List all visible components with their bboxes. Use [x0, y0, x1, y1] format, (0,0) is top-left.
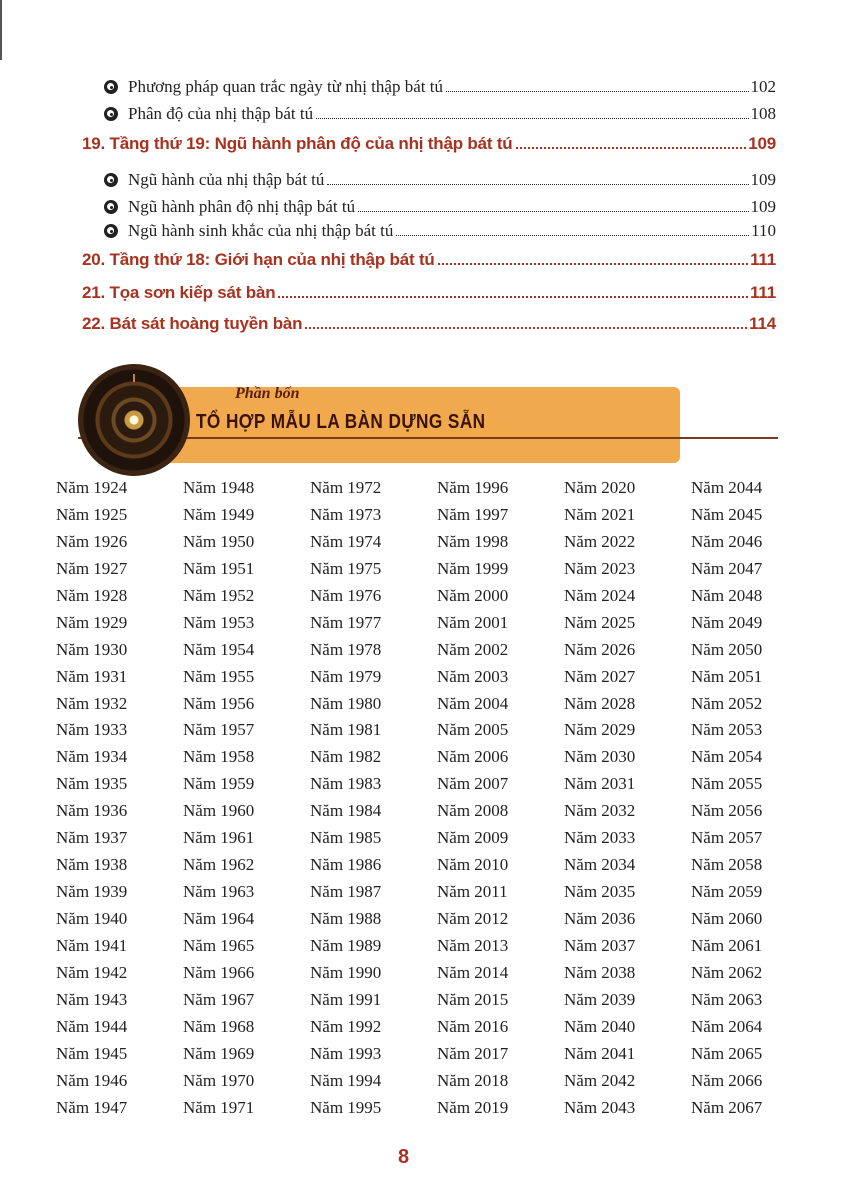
- year-entry[interactable]: Năm 1928: [56, 585, 128, 605]
- toc-entry-page: 111: [750, 283, 776, 302]
- year-entry[interactable]: Năm 2011: [437, 882, 508, 902]
- year-entry[interactable]: Năm 1974: [310, 531, 382, 551]
- year-entry[interactable]: Năm 1976: [310, 585, 382, 605]
- year-entry[interactable]: Năm 1934: [56, 747, 128, 767]
- year-entry[interactable]: Năm 1978: [310, 639, 382, 659]
- year-entry[interactable]: Năm 1970: [183, 1070, 255, 1090]
- toc-leader-dots: [278, 296, 748, 298]
- year-entry[interactable]: Năm 2020: [564, 478, 636, 497]
- part-label: Phần bốn: [235, 385, 300, 402]
- toc-leader-dots: [358, 211, 748, 212]
- year-entry[interactable]: Năm 1941: [56, 935, 128, 955]
- year-entry[interactable]: Năm 1993: [310, 1043, 382, 1063]
- year-entry[interactable]: Năm 2017: [437, 1043, 509, 1063]
- year-entry[interactable]: Năm 2023: [564, 558, 636, 578]
- year-entry[interactable]: Năm 2041: [564, 1043, 636, 1063]
- year-entry[interactable]: Năm 1997: [437, 504, 509, 524]
- year-entry[interactable]: Năm 1956: [183, 693, 255, 713]
- year-column: [437, 477, 564, 1124]
- toc-entry-title: Ngũ hành của nhị thập bát tú: [128, 170, 325, 189]
- year-entry[interactable]: Năm 2009: [437, 828, 509, 848]
- year-entry[interactable]: Năm 1971: [183, 1097, 255, 1117]
- year-entry[interactable]: Năm 1952: [183, 585, 255, 605]
- year-entry[interactable]: Năm 2054: [691, 747, 763, 767]
- year-entry[interactable]: Năm 1957: [183, 720, 255, 740]
- toc-chapter-entry[interactable]: [82, 250, 776, 270]
- year-entry[interactable]: Năm 1946: [56, 1070, 128, 1090]
- year-entry[interactable]: Năm 1995: [310, 1097, 382, 1117]
- year-entry[interactable]: Năm 1977: [310, 612, 382, 632]
- year-entry[interactable]: Năm 1994: [310, 1070, 382, 1090]
- toc-entry[interactable]: [104, 104, 776, 124]
- year-entry[interactable]: Năm 1969: [183, 1043, 255, 1063]
- year-entry[interactable]: Năm 1999: [437, 558, 509, 578]
- toc-entry-page: 109: [750, 197, 776, 216]
- year-entry[interactable]: Năm 2058: [691, 855, 763, 875]
- year-entry[interactable]: Năm 2008: [437, 801, 509, 821]
- year-entry[interactable]: Năm 2046: [691, 531, 763, 551]
- toc-entry-title: Phương pháp quan trắc ngày từ nhị thập bát tú: [128, 77, 443, 96]
- yin-yang-bullet-icon: [104, 224, 118, 238]
- yin-yang-bullet-icon: [104, 80, 118, 94]
- year-entry[interactable]: Năm 1990: [310, 962, 382, 982]
- year-entry[interactable]: Năm 2000: [437, 585, 509, 605]
- toc-entry-title: 21. Tọa sơn kiếp sát bàn: [82, 283, 276, 302]
- year-entry[interactable]: Năm 2050: [691, 639, 763, 659]
- year-entry[interactable]: Năm 2014: [437, 962, 509, 982]
- toc-entry-page: 110: [751, 221, 776, 240]
- year-entry[interactable]: Năm 1979: [310, 666, 382, 686]
- toc-entry-page: 109: [750, 170, 776, 189]
- toc-entry-title: Ngũ hành sinh khắc của nhị thập bát tú: [128, 221, 394, 240]
- year-entry[interactable]: Năm 2055: [691, 774, 763, 794]
- year-entry[interactable]: Năm 1935: [56, 774, 128, 794]
- year-entry[interactable]: Năm 2057: [691, 828, 763, 848]
- year-column: [310, 477, 437, 1124]
- year-entry[interactable]: Năm 1925: [56, 504, 128, 524]
- year-entry[interactable]: Năm 1949: [183, 504, 255, 524]
- toc-entry[interactable]: [104, 197, 776, 217]
- year-entry[interactable]: Năm 2051: [691, 666, 763, 686]
- year-entry[interactable]: Năm 1959: [183, 774, 255, 794]
- year-entry[interactable]: Năm 1980: [310, 693, 382, 713]
- toc-entry-title: 20. Tầng thứ 18: Giới hạn của nhị thập bát tú: [82, 250, 435, 269]
- year-entry[interactable]: Năm 2052: [691, 693, 763, 713]
- year-entry[interactable]: Năm 1947: [56, 1097, 128, 1117]
- year-entry[interactable]: Năm 1924: [56, 478, 128, 497]
- year-entry[interactable]: Năm 1926: [56, 531, 128, 551]
- year-entry[interactable]: Năm 1962: [183, 855, 255, 875]
- page-margin-line: [0, 0, 2, 60]
- part-title: TỔ HỢP MẪU LA BÀN DỰNG SẴN: [196, 411, 486, 433]
- year-entry[interactable]: Năm 1998: [437, 531, 509, 551]
- year-entry[interactable]: Năm 1937: [56, 828, 128, 848]
- year-entry[interactable]: Năm 1955: [183, 666, 255, 686]
- year-entry[interactable]: Năm 1929: [56, 612, 128, 632]
- part-banner: [78, 356, 778, 476]
- year-entry[interactable]: Năm 2013: [437, 935, 509, 955]
- year-entry[interactable]: Năm 1958: [183, 747, 255, 767]
- toc-leader-dots: [438, 263, 749, 265]
- year-entry[interactable]: Năm 1944: [56, 1016, 128, 1036]
- year-entry[interactable]: Năm 1983: [310, 774, 382, 794]
- year-entry[interactable]: Năm 1950: [183, 531, 255, 551]
- year-entry[interactable]: Năm 2016: [437, 1016, 509, 1036]
- year-entry[interactable]: Năm 2025: [564, 612, 636, 632]
- toc-entry[interactable]: [104, 170, 776, 190]
- year-entry[interactable]: Năm 2042: [564, 1070, 636, 1090]
- year-column: [183, 477, 310, 1124]
- year-entry[interactable]: Năm 1982: [310, 747, 382, 767]
- year-entry[interactable]: Năm 1938: [56, 855, 128, 875]
- year-entry[interactable]: Năm 2027: [564, 666, 636, 686]
- year-entry[interactable]: Năm 1953: [183, 612, 255, 632]
- year-entry[interactable]: Năm 1973: [310, 504, 382, 524]
- toc-entry-title: Ngũ hành phân độ nhị thập bát tú: [128, 197, 356, 216]
- year-entry[interactable]: Năm 2021: [564, 504, 636, 524]
- year-entry[interactable]: Năm 2001: [437, 612, 509, 632]
- year-entry[interactable]: Năm 2010: [437, 855, 509, 875]
- toc-leader-dots: [316, 118, 748, 119]
- year-entry[interactable]: Năm 1927: [56, 558, 128, 578]
- year-entry[interactable]: Năm 2043: [564, 1097, 636, 1117]
- compass-tick: [133, 374, 135, 382]
- yin-yang-bullet-icon: [104, 200, 118, 214]
- year-entry[interactable]: Năm 2024: [564, 585, 636, 605]
- year-entry[interactable]: Năm 2065: [691, 1043, 763, 1063]
- year-entry[interactable]: Năm 2003: [437, 666, 509, 686]
- yin-yang-bullet-icon: [104, 173, 118, 187]
- year-entry[interactable]: Năm 1961: [183, 828, 255, 848]
- year-entry[interactable]: Năm 1996: [437, 478, 509, 497]
- year-entry[interactable]: Năm 2048: [691, 585, 763, 605]
- toc-entry[interactable]: [104, 221, 776, 241]
- year-entry[interactable]: Năm 1988: [310, 909, 382, 928]
- year-entry[interactable]: Năm 2067: [691, 1097, 763, 1117]
- year-entry[interactable]: Năm 2005: [437, 720, 509, 740]
- year-entry[interactable]: Năm 2036: [564, 909, 636, 928]
- toc-entry-title: 22. Bát sát hoàng tuyền bàn: [82, 314, 303, 333]
- toc-chapter-entry[interactable]: [82, 314, 776, 334]
- yin-yang-bullet-icon: [104, 107, 118, 121]
- year-column: [691, 477, 818, 1124]
- year-entry[interactable]: Năm 2047: [691, 558, 763, 578]
- year-entry[interactable]: Năm 2007: [437, 774, 509, 794]
- toc-entry-title: 19. Tầng thứ 19: Ngũ hành phân độ của nhị thập bát tú: [82, 134, 513, 153]
- year-entry[interactable]: Năm 1975: [310, 558, 382, 578]
- year-entry[interactable]: Năm 1964: [183, 909, 255, 928]
- year-entry[interactable]: Năm 1984: [310, 801, 382, 821]
- toc-entry-page: 108: [750, 104, 776, 123]
- year-entry[interactable]: Năm 2031: [564, 774, 636, 794]
- year-entry[interactable]: Năm 2004: [437, 693, 509, 713]
- toc-entry-page: 102: [750, 77, 776, 96]
- year-entry[interactable]: Năm 2037: [564, 935, 636, 955]
- year-entry[interactable]: Năm 2019: [437, 1097, 509, 1117]
- year-entry[interactable]: Năm 1936: [56, 801, 128, 821]
- year-entry[interactable]: Năm 2034: [564, 855, 636, 875]
- year-entry[interactable]: Năm 1940: [56, 909, 128, 928]
- toc-leader-dots: [396, 235, 749, 236]
- year-entry[interactable]: Năm 1963: [183, 882, 255, 902]
- year-entry[interactable]: Năm 1942: [56, 962, 128, 982]
- year-entry[interactable]: Năm 1992: [310, 1016, 382, 1036]
- year-entry[interactable]: Năm 2056: [691, 801, 763, 821]
- year-entry[interactable]: Năm 2044: [691, 478, 763, 497]
- year-entry[interactable]: Năm 2022: [564, 531, 636, 551]
- page-number: 8: [398, 1146, 410, 1168]
- year-entry[interactable]: Năm 1991: [310, 989, 382, 1009]
- year-entry[interactable]: Năm 1987: [310, 882, 382, 902]
- year-entry[interactable]: Năm 2028: [564, 693, 636, 713]
- year-entry[interactable]: Năm 2012: [437, 909, 509, 928]
- year-entry[interactable]: Năm 2060: [691, 909, 763, 928]
- year-entry[interactable]: Năm 1972: [310, 478, 382, 497]
- year-entry[interactable]: Năm 2049: [691, 612, 763, 632]
- year-entry[interactable]: Năm 2063: [691, 989, 763, 1009]
- year-entry[interactable]: Năm 1954: [183, 639, 255, 659]
- toc-chapter-entry[interactable]: [82, 283, 776, 303]
- toc-entry-title: Phân độ của nhị thập bát tú: [128, 104, 314, 123]
- year-entry[interactable]: Năm 2064: [691, 1016, 763, 1036]
- year-entry[interactable]: Năm 2026: [564, 639, 636, 659]
- year-entry[interactable]: Năm 2032: [564, 801, 636, 821]
- year-entry[interactable]: Năm 1933: [56, 720, 128, 740]
- year-entry[interactable]: Năm 1967: [183, 989, 255, 1009]
- year-entry[interactable]: Năm 2015: [437, 989, 509, 1009]
- year-entry[interactable]: Năm 1932: [56, 693, 128, 713]
- compass-emblem-icon: [78, 364, 190, 476]
- year-entry[interactable]: Năm 1939: [56, 882, 128, 902]
- year-entry[interactable]: Năm 1965: [183, 935, 255, 955]
- year-entry[interactable]: Năm 2033: [564, 828, 636, 848]
- year-entry[interactable]: Năm 2040: [564, 1016, 636, 1036]
- year-entry[interactable]: Năm 1986: [310, 855, 382, 875]
- year-column: [564, 477, 691, 1124]
- year-entry[interactable]: Năm 2018: [437, 1070, 509, 1090]
- year-entry[interactable]: Năm 1930: [56, 639, 128, 659]
- year-entry[interactable]: Năm 2053: [691, 720, 763, 740]
- year-column: [56, 477, 183, 1124]
- year-entry[interactable]: Năm 1960: [183, 801, 255, 821]
- toc-entry-page: 111: [750, 250, 776, 269]
- year-entry[interactable]: Năm 2062: [691, 962, 763, 982]
- year-index: [56, 477, 796, 1124]
- year-entry[interactable]: Năm 2045: [691, 504, 763, 524]
- year-entry[interactable]: Năm 2038: [564, 962, 636, 982]
- year-entry[interactable]: Năm 2059: [691, 882, 763, 902]
- year-entry[interactable]: Năm 2002: [437, 639, 509, 659]
- year-entry[interactable]: Năm 1931: [56, 666, 128, 686]
- year-entry[interactable]: Năm 1989: [310, 935, 382, 955]
- year-entry[interactable]: Năm 1981: [310, 720, 382, 740]
- year-entry[interactable]: Năm 1966: [183, 962, 255, 982]
- year-entry[interactable]: Năm 1945: [56, 1043, 128, 1063]
- year-entry[interactable]: Năm 1951: [183, 558, 255, 578]
- year-entry[interactable]: Năm 2035: [564, 882, 636, 902]
- year-entry[interactable]: Năm 2066: [691, 1070, 763, 1090]
- year-entry[interactable]: Năm 1968: [183, 1016, 255, 1036]
- year-entry[interactable]: Năm 2006: [437, 747, 509, 767]
- year-entry[interactable]: Năm 2030: [564, 747, 636, 767]
- toc-chapter-entry[interactable]: [82, 134, 776, 154]
- year-entry[interactable]: Năm 1985: [310, 828, 382, 848]
- year-entry[interactable]: Năm 1943: [56, 989, 128, 1009]
- year-entry[interactable]: Năm 2029: [564, 720, 636, 740]
- toc-leader-dots: [305, 327, 747, 329]
- toc-entry-page: 114: [749, 314, 776, 333]
- toc-entry[interactable]: [104, 77, 776, 97]
- toc-leader-dots: [516, 147, 747, 149]
- year-entry[interactable]: Năm 2061: [691, 935, 763, 955]
- toc-leader-dots: [327, 184, 748, 185]
- year-entry[interactable]: Năm 1948: [183, 478, 255, 497]
- year-entry[interactable]: Năm 2039: [564, 989, 636, 1009]
- toc-entry-page: 109: [748, 134, 776, 153]
- toc-leader-dots: [446, 91, 749, 92]
